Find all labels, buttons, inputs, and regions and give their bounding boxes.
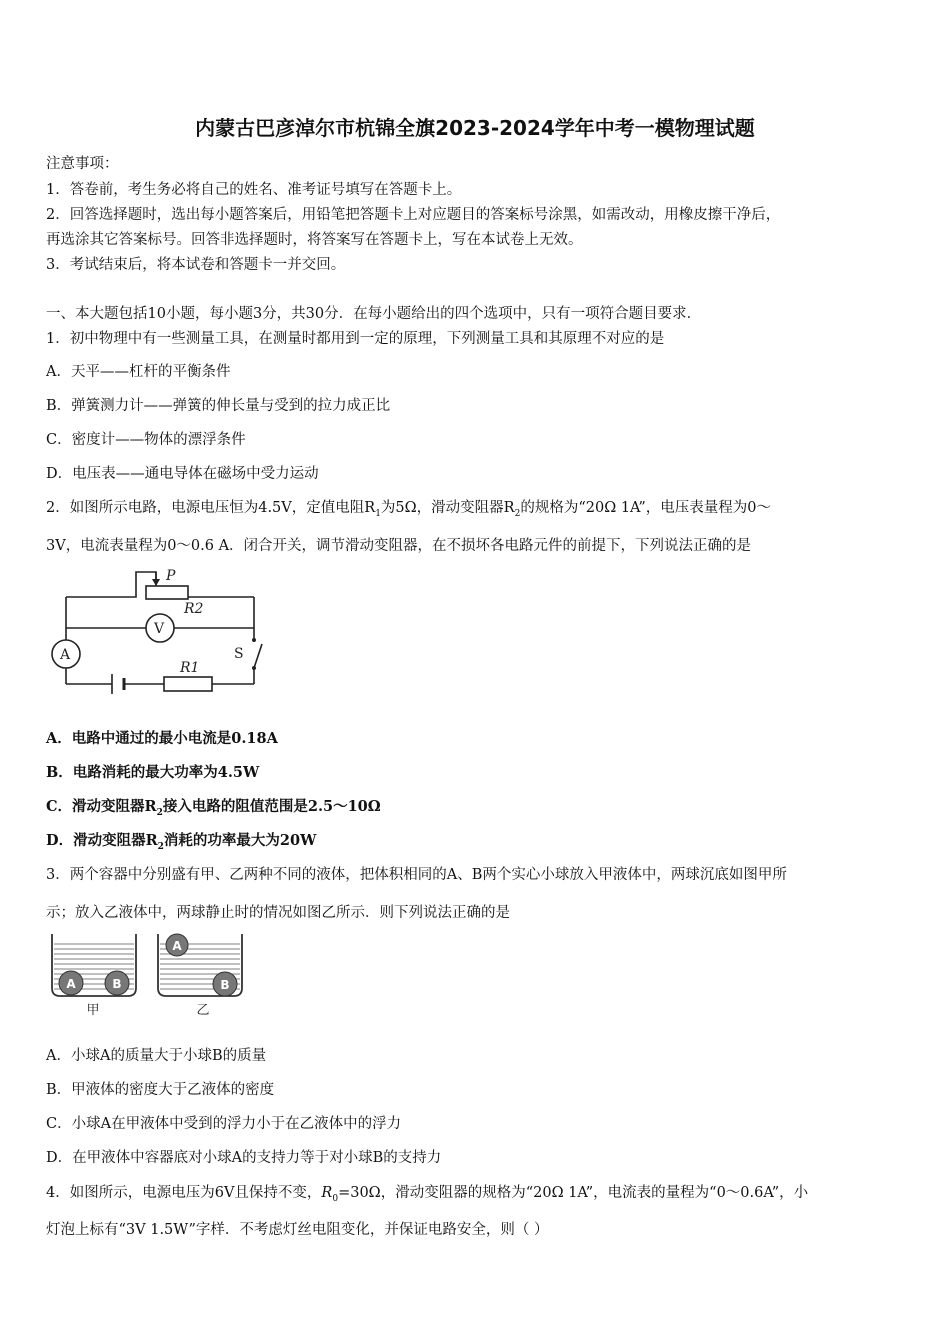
label-r2: R2 [184,601,204,617]
ball-b-jia: B [112,977,122,991]
q2-option-a: A．电路中通过的最小电流是0.18A [46,730,278,747]
q2-option-b: B．电路消耗的最大功率为4.5W [46,764,260,781]
q3-option-b: B．甲液体的密度大于乙液体的密度 [46,1082,275,1098]
q1-option-d: D．电压表——通电导体在磁场中受力运动 [46,466,319,482]
q1-option-c: C．密度计——物体的漂浮条件 [46,432,246,448]
voltmeter-label: V [154,621,165,637]
q2-option-c: C．滑动变阻器$R_2$接入电路的阻值范围是2.5～10Ω [46,798,381,818]
label-r1: R1 [180,660,200,676]
label-yi: 乙 [196,1003,210,1018]
ammeter-label: A [60,647,71,663]
notice-item-1: 1．答卷前，考生务必将自己的姓名、准考证号填写在答题卡上。 [46,182,462,198]
notice-heading: 注意事项： [46,156,119,172]
ball-a-jia: A [66,977,76,991]
q2-option-d: D．滑动变阻器$R_2$消耗的功率最大为20W [46,832,317,852]
q3-option-d: D．在甲液体中容器底对小球A的支持力等于对小球B的支持力 [46,1150,442,1166]
q3-stem-line2: 示；放入乙液体中，两球静止时的情况如图乙所示．则下列说法正确的是 [46,905,510,921]
label-p: P [166,568,176,584]
notice-item-3: 3．考试结束后，将本试卷和答题卡一并交回。 [46,257,346,273]
q4-stem-line2: 灯泡上标有“3V 1.5W”字样．不考虑灯丝电阻变化，并保证电路安全，则（ ） [46,1222,549,1238]
ball-a-yi: A [172,939,182,953]
q3-stem-line1: 3．两个容器中分别盛有甲、乙两种不同的液体，把体积相同的A、B两个实心小球放入甲液体中，两球沉底如图甲所 [46,867,787,883]
q3-option-a: A．小球A的质量大于小球B的质量 [46,1048,267,1064]
q1-stem: 1．初中物理中有一些测量工具，在测量时都用到一定的原理，下列测量工具和其原理不对应的是 [46,331,665,347]
q1-option-b: B．弹簧测力计——弹簧的伸长量与受到的拉力成正比 [46,398,391,414]
section-1-heading: 一、本大题包括10小题，每小题3分，共30分．在每小题给出的四个选项中，只有一项符合题目要求． [46,306,702,322]
q2-stem-line1: 2．如图所示电路，电源电压恒为4.5V，定值电阻$R_1$为5Ω，滑动变阻器$R_2$的规格为“20Ω 1A”，电压表量程为0～ [46,500,772,519]
page-title: 内蒙古巴彦淖尔市杭锦全旗2023-2024学年中考一模物理试题 [195,116,755,140]
q3-containers-figure [46,930,250,1022]
notice-item-2: 2．回答选择题时，选出每小题答案后，用铅笔把答题卡上对应题目的答案标号涂黑，如需改动，用橡皮擦干净后， [46,207,781,223]
q2-stem-line2: 3V，电流表量程为0～0.6 A．闭合开关，调节滑动变阻器，在不损坏各电路元件的前提下，下列说法正确的是 [46,538,752,554]
notice-item-2-cont: 再选涂其它答案标号。回答非选择题时，将答案写在答题卡上，写在本试卷上无效。 [46,232,583,248]
label-jia: 甲 [86,1003,100,1018]
ball-b-yi: B [220,978,230,992]
q2-circuit-figure [44,566,272,708]
q3-option-c: C．小球A在甲液体中受到的浮力小于在乙液体中的浮力 [46,1116,402,1132]
q1-option-a: A．天平——杠杆的平衡条件 [46,364,231,380]
label-s: S [234,646,244,662]
q4-stem-line1: 4．如图所示，电源电压为6V且保持不变，$R_0=30\Omega$，滑动变阻器的规格为“20Ω 1A”，电流表的量程为“0～0.6A”，小 [46,1185,809,1204]
